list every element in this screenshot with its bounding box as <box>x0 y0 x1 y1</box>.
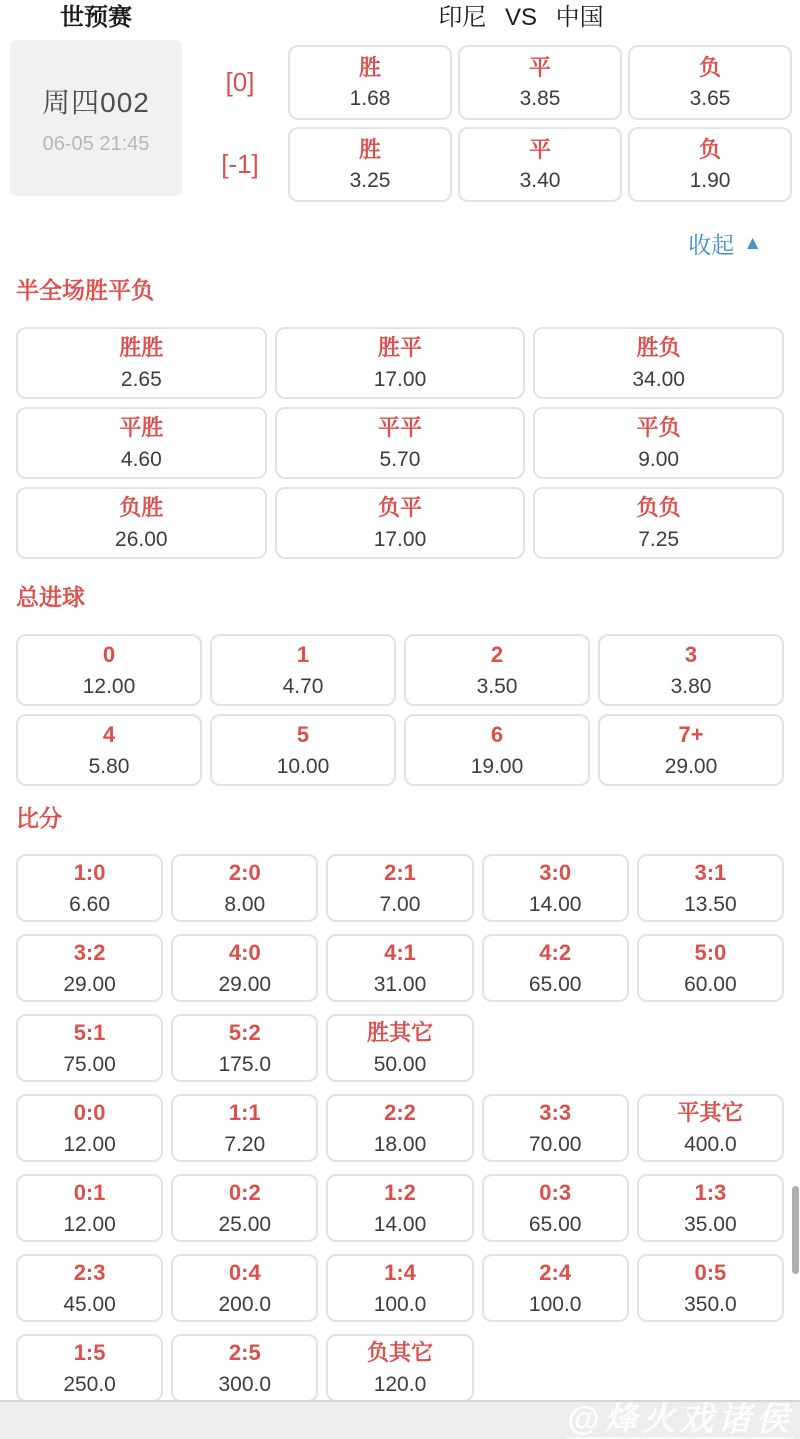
odds-label: 1 <box>296 642 310 668</box>
odds-label: 负负 <box>636 495 681 521</box>
odds-cell[interactable] <box>326 1094 473 1162</box>
odds-label: 2:4 <box>539 1260 572 1286</box>
odds-label: 6 <box>490 722 504 748</box>
odds-label: 0:2 <box>228 1180 261 1206</box>
odds-value: 7.20 <box>224 1132 266 1156</box>
section-correct-score <box>0 800 800 1402</box>
odds-label: 胜平 <box>377 335 422 361</box>
handicap-label: [0] <box>225 67 255 97</box>
odds-value: 65.00 <box>528 972 582 996</box>
odds-value: 400.0 <box>684 1132 737 1156</box>
odds-grid-row <box>16 487 784 559</box>
odds-cell[interactable] <box>326 854 473 922</box>
odds-label: 2:5 <box>228 1340 261 1366</box>
odds-cell[interactable] <box>533 327 784 399</box>
odds-label: 平其它 <box>677 1100 744 1126</box>
odds-cell[interactable] <box>404 634 590 706</box>
odds-grid-row <box>16 634 784 706</box>
odds-cell[interactable] <box>533 487 784 559</box>
odds-cell[interactable] <box>288 127 452 202</box>
odds-value: 75.00 <box>63 1052 116 1076</box>
odds-cell[interactable] <box>171 854 318 922</box>
odds-value: 2.65 <box>120 367 162 391</box>
odds-value: 19.00 <box>470 754 524 778</box>
odds-label: 平平 <box>377 415 422 441</box>
odds-label: 胜负 <box>636 335 681 361</box>
odds-label: 0:1 <box>73 1180 106 1206</box>
odds-cell[interactable] <box>637 854 784 922</box>
odds-label: 2:3 <box>73 1260 106 1286</box>
match-info-card[interactable] <box>10 40 182 196</box>
odds-cell[interactable] <box>326 1014 473 1082</box>
handicap-row <box>192 127 800 202</box>
odds-value: 17.00 <box>373 367 427 391</box>
league-label: 世预赛 <box>60 4 132 31</box>
odds-label: 负 <box>698 136 721 162</box>
odds-label: 3:0 <box>539 860 572 886</box>
odds-cell[interactable] <box>404 714 590 786</box>
odds-cell[interactable] <box>16 327 267 399</box>
odds-label: 1:4 <box>384 1260 416 1286</box>
odds-cell[interactable] <box>628 45 792 120</box>
odds-cell[interactable] <box>16 634 202 706</box>
odds-value: 10.00 <box>276 754 330 778</box>
odds-value: 7.00 <box>379 892 421 916</box>
odds-label: 平 <box>528 54 551 80</box>
section-total-goals <box>0 579 800 786</box>
odds-grid-row <box>16 854 784 922</box>
odds-value: 14.00 <box>373 1212 427 1236</box>
odds-value: 70.00 <box>528 1132 582 1156</box>
odds-grid-row <box>16 714 784 786</box>
odds-cell[interactable] <box>482 854 629 922</box>
odds-cell[interactable] <box>16 487 267 559</box>
odds-value: 34.00 <box>632 367 685 391</box>
odds-value: 17.00 <box>373 527 427 551</box>
odds-cell[interactable] <box>171 1254 318 1322</box>
odds-label: 3:2 <box>73 940 106 966</box>
odds-label: 0:4 <box>228 1260 261 1286</box>
odds-value: 3.40 <box>519 169 561 193</box>
handicap-label: [-1] <box>221 149 259 179</box>
odds-cell[interactable] <box>16 934 163 1002</box>
odds-value: 13.50 <box>684 892 737 916</box>
odds-value: 9.00 <box>638 447 680 471</box>
odds-value: 12.00 <box>63 1212 116 1236</box>
odds-grid-row <box>16 934 784 1002</box>
odds-label: 1:5 <box>73 1340 106 1366</box>
odds-cell[interactable] <box>16 1254 163 1322</box>
match-title: 印尼 VS 中国 <box>438 4 604 31</box>
odds-cell[interactable] <box>458 127 622 202</box>
odds-cell[interactable] <box>482 1174 629 1242</box>
odds-value: 26.00 <box>115 527 168 551</box>
odds-label: 3 <box>684 642 698 668</box>
odds-label: 2:1 <box>384 860 416 886</box>
odds-cell[interactable] <box>598 634 784 706</box>
odds-value: 350.0 <box>684 1292 737 1316</box>
section-title: 半全场胜平负 <box>16 277 154 303</box>
collapse-button[interactable] <box>0 226 800 260</box>
odds-grid-row <box>16 1094 784 1162</box>
odds-cell[interactable] <box>637 1174 784 1242</box>
odds-grid-row <box>16 1174 784 1242</box>
odds-label: 0:5 <box>694 1260 727 1286</box>
odds-value: 175.0 <box>218 1052 272 1076</box>
odds-cell[interactable] <box>288 45 452 120</box>
odds-cell[interactable] <box>275 407 526 479</box>
odds-label: 0:3 <box>539 1180 572 1206</box>
odds-label: 2 <box>490 642 504 668</box>
odds-cell[interactable] <box>16 1094 163 1162</box>
odds-value: 5.70 <box>379 447 421 471</box>
odds-value: 65.00 <box>528 1212 582 1236</box>
odds-value: 29.00 <box>218 972 272 996</box>
odds-value: 45.00 <box>63 1292 116 1316</box>
odds-label: 4 <box>102 722 116 748</box>
odds-label: 负胜 <box>119 495 164 521</box>
odds-grid <box>16 854 784 1402</box>
odds-value: 1.68 <box>349 87 391 111</box>
section-half-full-time-result <box>0 272 800 559</box>
odds-cell[interactable] <box>171 1094 318 1162</box>
odds-value: 25.00 <box>218 1212 272 1236</box>
odds-cell[interactable] <box>171 1334 318 1402</box>
odds-grid-row <box>16 1334 784 1402</box>
collapse-label: 收起 <box>688 231 735 258</box>
odds-value: 3.25 <box>349 169 391 193</box>
odds-cell[interactable] <box>171 1014 318 1082</box>
watermark: @烽火戏诸侯 <box>566 1400 794 1438</box>
handicap-cards <box>288 45 792 120</box>
odds-cell[interactable] <box>16 407 267 479</box>
odds-label: 5:0 <box>694 940 727 966</box>
odds-label: 0 <box>102 642 116 668</box>
odds-label: 4:0 <box>228 940 261 966</box>
match-code: 周四002 <box>42 86 150 118</box>
handicap-cards <box>288 127 792 202</box>
odds-value: 300.0 <box>218 1372 272 1396</box>
odds-label: 1:2 <box>384 1180 416 1206</box>
odds-label: 负其它 <box>366 1340 433 1366</box>
odds-grid-row <box>16 407 784 479</box>
odds-value: 35.00 <box>684 1212 737 1236</box>
odds-value: 31.00 <box>373 972 427 996</box>
odds-value: 3.85 <box>519 87 561 111</box>
odds-value: 12.00 <box>63 1132 116 1156</box>
odds-value: 5.80 <box>88 754 130 778</box>
odds-value: 29.00 <box>664 754 718 778</box>
odds-value: 60.00 <box>684 972 737 996</box>
odds-label: 2:2 <box>384 1100 416 1126</box>
odds-grid-row <box>16 327 784 399</box>
odds-cell[interactable] <box>210 714 396 786</box>
odds-label: 3:1 <box>694 860 727 886</box>
odds-cell[interactable] <box>275 327 526 399</box>
odds-cell[interactable] <box>275 487 526 559</box>
odds-label: 3:3 <box>539 1100 572 1126</box>
odds-label: 胜 <box>358 54 381 80</box>
section-title: 比分 <box>16 805 62 831</box>
odds-value: 29.00 <box>63 972 116 996</box>
handicap-row <box>192 45 800 120</box>
odds-cell[interactable] <box>171 1174 318 1242</box>
odds-value: 50.00 <box>373 1052 427 1076</box>
odds-label: 胜 <box>358 136 381 162</box>
odds-value: 4.70 <box>282 674 324 698</box>
chevron-up-icon: ▲ <box>743 232 762 254</box>
odds-cell[interactable] <box>16 1014 163 1082</box>
odds-cell[interactable] <box>326 1174 473 1242</box>
odds-label: 平 <box>528 136 551 162</box>
odds-label: 平胜 <box>119 415 164 441</box>
odds-value: 3.80 <box>670 674 712 698</box>
odds-value: 7.25 <box>638 527 680 551</box>
odds-label: 5 <box>296 722 310 748</box>
odds-cell[interactable] <box>458 45 622 120</box>
odds-label: 1:3 <box>694 1180 727 1206</box>
odds-value: 3.65 <box>689 87 731 111</box>
odds-value: 18.00 <box>373 1132 427 1156</box>
odds-value: 6.60 <box>69 892 111 916</box>
scrollbar-thumb[interactable] <box>792 1186 799 1274</box>
odds-cell[interactable] <box>171 934 318 1002</box>
odds-value: 3.50 <box>476 674 518 698</box>
odds-cell[interactable] <box>16 714 202 786</box>
odds-value: 1.90 <box>689 169 731 193</box>
odds-label: 1:0 <box>73 860 106 886</box>
odds-label: 胜胜 <box>119 335 164 361</box>
odds-value: 14.00 <box>528 892 582 916</box>
odds-label: 胜其它 <box>366 1020 433 1046</box>
odds-cell[interactable] <box>637 1254 784 1322</box>
odds-value: 4.60 <box>120 447 162 471</box>
odds-cell[interactable] <box>598 714 784 786</box>
odds-value: 100.0 <box>373 1292 427 1316</box>
odds-value: 12.00 <box>82 674 136 698</box>
page-header <box>0 0 800 36</box>
odds-label: 0:0 <box>73 1100 106 1126</box>
odds-cell[interactable] <box>482 934 629 1002</box>
handicap-odds-rows <box>192 40 800 202</box>
odds-label: 2:0 <box>228 860 261 886</box>
main-odds-region <box>0 40 800 206</box>
section-title: 总进球 <box>16 584 85 610</box>
odds-value: 200.0 <box>218 1292 272 1316</box>
odds-cell[interactable] <box>210 634 396 706</box>
odds-label: 5:1 <box>73 1020 106 1046</box>
odds-cell[interactable] <box>482 1254 629 1322</box>
odds-cell[interactable] <box>637 934 784 1002</box>
odds-label: 7+ <box>678 722 704 748</box>
odds-value: 120.0 <box>373 1372 427 1396</box>
odds-label: 4:2 <box>539 940 572 966</box>
odds-cell[interactable] <box>326 1334 473 1402</box>
odds-label: 负 <box>698 54 721 80</box>
odds-grid <box>16 327 784 559</box>
odds-label: 平负 <box>636 415 681 441</box>
odds-label: 4:1 <box>384 940 416 966</box>
odds-cell[interactable] <box>16 1174 163 1242</box>
odds-label: 1:1 <box>228 1100 261 1126</box>
odds-cell[interactable] <box>16 1334 163 1402</box>
odds-value: 250.0 <box>63 1372 116 1396</box>
odds-value: 100.0 <box>528 1292 582 1316</box>
odds-grid <box>16 634 784 786</box>
odds-cell[interactable] <box>326 1254 473 1322</box>
odds-grid-row <box>16 1254 784 1322</box>
odds-cell[interactable] <box>16 854 163 922</box>
footer-strip <box>0 1400 800 1439</box>
odds-cell[interactable] <box>482 1094 629 1162</box>
odds-label: 5:2 <box>228 1020 261 1046</box>
odds-label: 负平 <box>377 495 422 521</box>
odds-cell[interactable] <box>533 407 784 479</box>
odds-value: 8.00 <box>224 892 266 916</box>
match-time: 06-05 21:45 <box>42 132 150 155</box>
odds-cell[interactable] <box>637 1094 784 1162</box>
odds-cell[interactable] <box>628 127 792 202</box>
odds-cell[interactable] <box>326 934 473 1002</box>
odds-grid-row <box>16 1014 784 1082</box>
